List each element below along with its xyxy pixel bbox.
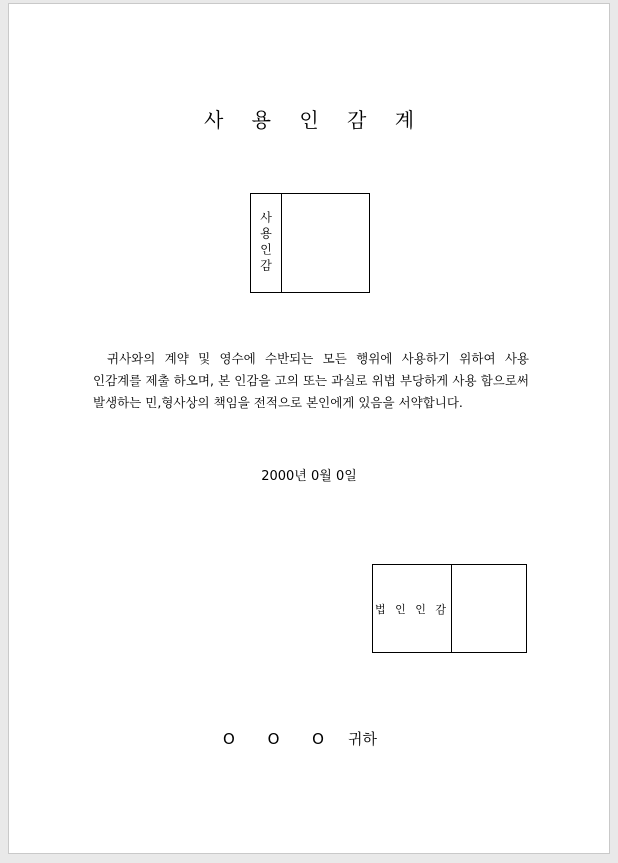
user-seal-box [250,193,370,293]
user-seal-label-cell [251,194,282,292]
document-date: 2000년 0월 0일 [261,469,357,484]
addressee-name-placeholder: O O O [223,730,338,748]
corporate-seal-box [372,564,527,653]
addressee [9,728,609,749]
pledge-text: 귀사와의 계약 및 영수에 수반되는 모든 행위에 사용하기 위하여 사용 인감계를 제출 하오며, 본 인감을 고의 또는 과실로 위법 부당하게 사용 함으로써 발생하는 민,형사상의 책임을 전적으로 본인에게 있음을 서약합니다. [93,351,529,410]
document-title: 사 용 인 감 계 [203,108,426,132]
document-page [8,3,610,854]
corporate-seal-label: 법 인 인 감 [373,565,452,652]
addressee-suffix: 귀하 [347,730,377,748]
user-seal-label: 사용인감 [258,211,273,275]
